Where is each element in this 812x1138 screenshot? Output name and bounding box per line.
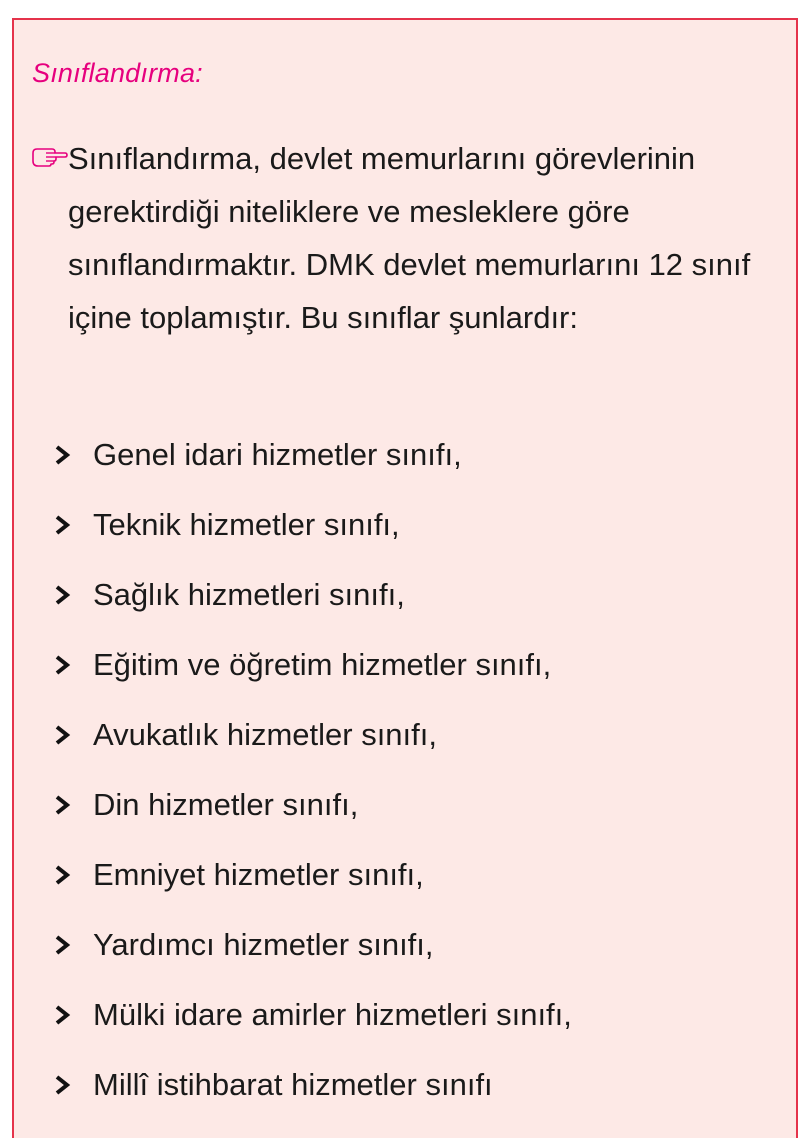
list-item bbox=[54, 840, 572, 910]
pointing-hand-icon bbox=[32, 145, 68, 167]
chevron-right-icon bbox=[54, 724, 71, 746]
class-list bbox=[54, 420, 572, 1120]
list-item-label: Sağlık hizmetleri sınıfı, bbox=[93, 577, 405, 612]
intro-text: Sınıflandırma, devlet memurlarını görevlerinin gerektirdiği niteliklere ve mesleklere göre sınıflandırmaktır. DMK devlet memurlarını 12 sınıf içine toplamıştır. Bu sınıflar şunlardır: bbox=[68, 141, 751, 335]
chevron-right-icon bbox=[54, 1004, 71, 1026]
chevron-right-icon bbox=[54, 794, 71, 816]
list-item-label: Yardımcı hizmetler sınıfı, bbox=[93, 927, 434, 962]
list-item-label: Genel idari hizmetler sınıfı, bbox=[93, 437, 462, 472]
section-title: Sınıflandırma: bbox=[32, 58, 203, 88]
list-item-label: Emniyet hizmetler sınıfı, bbox=[93, 857, 424, 892]
chevron-right-icon bbox=[54, 1074, 71, 1096]
list-item bbox=[54, 980, 572, 1050]
classification-box bbox=[12, 18, 798, 1138]
list-item-label: Eğitim ve öğretim hizmetler sınıfı, bbox=[93, 647, 552, 682]
list-item bbox=[54, 700, 572, 770]
list-item bbox=[54, 560, 572, 630]
list-item bbox=[54, 1050, 572, 1120]
list-item-label: Millî istihbarat hizmetler sınıfı bbox=[93, 1067, 493, 1102]
list-item bbox=[54, 770, 572, 840]
list-item bbox=[54, 490, 572, 560]
list-item-label: Avukatlık hizmetler sınıfı, bbox=[93, 717, 437, 752]
chevron-right-icon bbox=[54, 444, 71, 466]
list-item bbox=[54, 910, 572, 980]
list-item bbox=[54, 630, 572, 700]
list-item-label: Mülki idare amirler hizmetleri sınıfı, bbox=[93, 997, 572, 1032]
chevron-right-icon bbox=[54, 654, 71, 676]
chevron-right-icon bbox=[54, 864, 71, 886]
list-item-label: Teknik hizmetler sınıfı, bbox=[93, 507, 400, 542]
list-item-label: Din hizmetler sınıfı, bbox=[93, 787, 359, 822]
intro-paragraph bbox=[32, 132, 792, 344]
chevron-right-icon bbox=[54, 514, 71, 536]
chevron-right-icon bbox=[54, 584, 71, 606]
chevron-right-icon bbox=[54, 934, 71, 956]
list-item bbox=[54, 420, 572, 490]
